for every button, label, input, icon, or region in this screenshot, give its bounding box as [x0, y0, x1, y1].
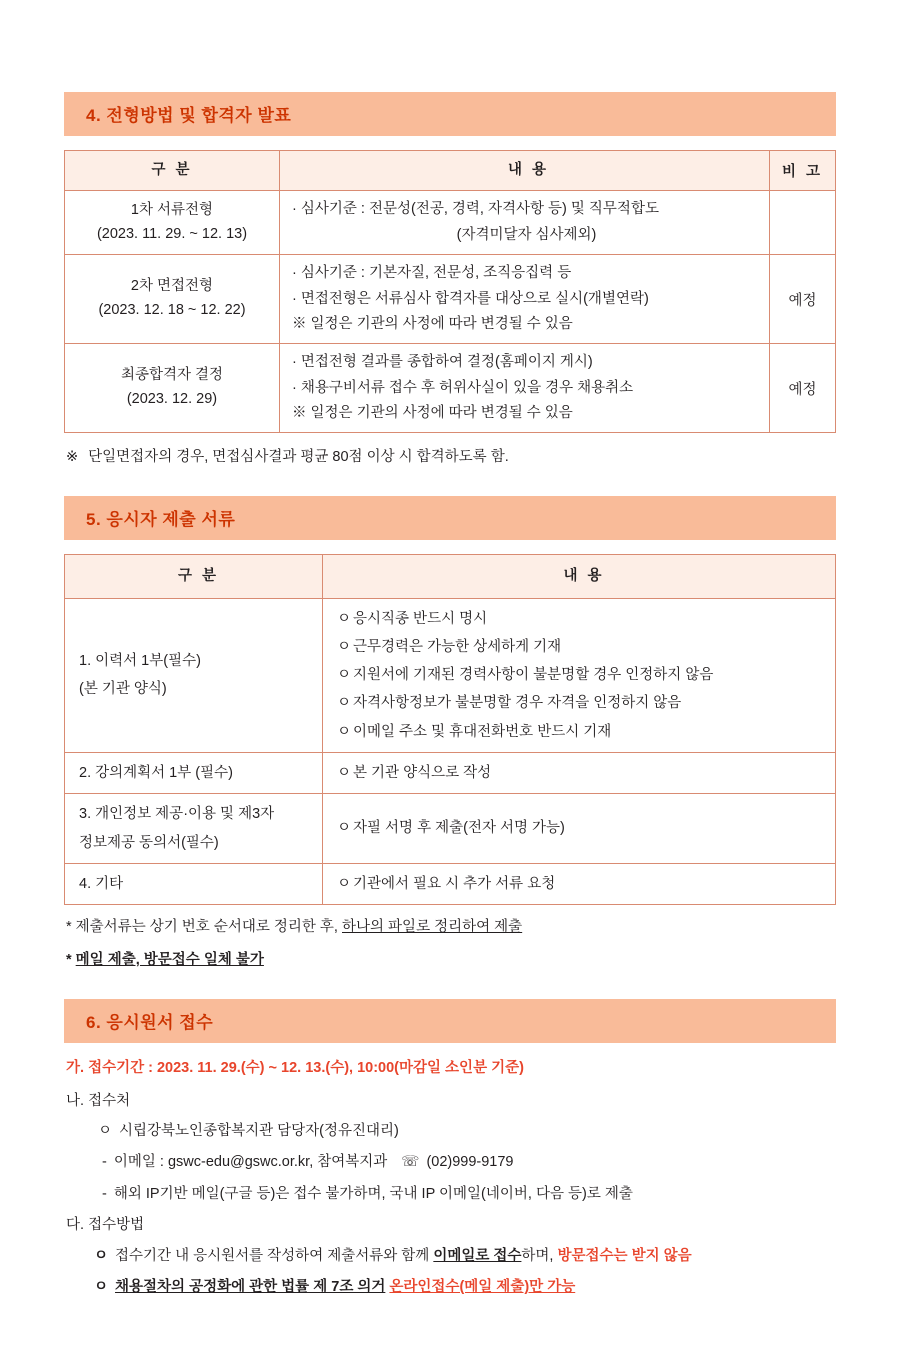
application-period-line: 가. 접수기간 : 2023. 11. 29.(수) ~ 12. 13.(수), 10:00(마감일 소인분 기준) [66, 1060, 524, 1077]
circle-bullet-icon: ㅇ [337, 638, 352, 655]
content-text: 기관에서 필요 시 추가 서류 요청 [353, 875, 556, 892]
reception-method-label: 다. 접수방법 [66, 1217, 145, 1234]
gubun-line: 최종합격자 결정 [120, 367, 224, 384]
gubun-line: 1차 서류전형 [130, 201, 214, 218]
item-text: 접수기간 내 응시원서를 작성하여 제출서류와 함께 [115, 1247, 434, 1264]
cell-content [323, 794, 836, 864]
table-row [65, 191, 836, 255]
content-text: 자격사항정보가 불분명할 경우 자격을 인정하지 않음 [353, 695, 682, 712]
content-line [337, 605, 827, 633]
gubun-line: (본 기관 양식) [79, 681, 167, 698]
dash-bullet-icon: - [102, 1154, 107, 1171]
section5-footnote-2 [66, 948, 836, 969]
gubun-line: 3. 개인정보 제공·이용 및 제3자 [79, 806, 275, 823]
content-line [337, 870, 827, 898]
column-header-note: 비 고 [770, 151, 836, 191]
cell-note: 예정 [770, 344, 836, 433]
reception-place-label: 나. 접수처 [66, 1092, 131, 1109]
item-emphasis: 이메일로 접수 [433, 1247, 522, 1264]
item-text: 시립강북노인종합복지관 담당자(정유진대리) [119, 1122, 399, 1139]
gubun-line: (2023. 12. 29) [126, 391, 218, 408]
table-header-row [65, 555, 836, 598]
gubun-line: 정보제공 동의서(필수) [79, 834, 219, 851]
content-line [337, 814, 827, 842]
item-warning: 방문접수는 받지 않음 [557, 1247, 692, 1264]
gubun-line: (2023. 12. 18 ~ 12. 22) [98, 302, 246, 319]
phone-icon: ☏ [401, 1154, 419, 1171]
reception-method-item-1 [94, 1245, 836, 1267]
cell-content [323, 752, 836, 793]
column-header-gubun: 구 분 [65, 151, 280, 191]
reception-place-item [98, 1120, 836, 1142]
section-header-5: 5. 응시자 제출 서류 [64, 496, 836, 540]
cell-content [280, 344, 770, 433]
content-line: · 채용구비서류 접수 후 허위사실이 있을 경우 채용취소 [292, 379, 634, 396]
gubun-line: 2. 강의계획서 1부 (필수) [79, 764, 233, 781]
cell-gubun [65, 598, 323, 752]
table-row [65, 255, 836, 344]
content-line [337, 633, 827, 661]
gubun-line: 1. 이력서 1부(필수) [79, 653, 201, 670]
column-header-content: 내 용 [280, 151, 770, 191]
table-row [65, 344, 836, 433]
item-emphasis: 채용절차의 공정화에 관한 법률 제 7조 의거 [115, 1279, 386, 1296]
cell-content [280, 191, 770, 255]
circle-bullet-icon: ㅇ [337, 667, 352, 684]
cell-gubun [65, 752, 323, 793]
content-line [337, 661, 827, 689]
cell-gubun [65, 255, 280, 344]
item-text: 이메일 : gswc-edu@gswc.or.kr, 참여복지과 [113, 1154, 388, 1171]
section4-footnote [66, 445, 836, 466]
footnote-underlined: 하나의 파일로 정리하여 제출 [342, 919, 523, 936]
circle-bullet-icon: ㅇ [337, 723, 352, 740]
content-line: ※ 일정은 기관의 사정에 따라 변경될 수 있음 [292, 315, 573, 332]
content-text: 이메일 주소 및 휴대전화번호 반드시 기재 [353, 723, 612, 740]
section6-body [64, 1057, 836, 1299]
footnote-text: 단일면접자의 경우, 면접심사결과 평균 80점 이상 시 합격하도록 함. [88, 449, 509, 466]
cell-gubun [65, 344, 280, 433]
content-line: · 면접전형 결과를 종합하여 결정(홈페이지 게시) [292, 354, 593, 371]
gubun-line: 2차 면접전형 [130, 278, 214, 295]
column-header-content: 내 용 [323, 555, 836, 598]
item-text: 해외 IP기반 메일(구글 등)은 접수 불가하며, 국내 IP 이메일(네이버, 다음 등)로 제출 [113, 1185, 633, 1202]
footnote-mark: ※ [66, 449, 79, 466]
cell-note [770, 191, 836, 255]
circle-bullet-icon: ㅇ [337, 610, 352, 627]
circle-bullet-icon: ㅇ [337, 875, 352, 892]
cell-note: 예정 [770, 255, 836, 344]
cell-gubun [65, 794, 323, 864]
table-row [65, 752, 836, 793]
circle-bullet-icon: ㅇ [337, 820, 352, 837]
circle-bullet-icon: ㅇ [337, 764, 352, 781]
reception-email-item [102, 1151, 836, 1173]
item-warning: 온라인접수(메일 제출)만 가능 [389, 1279, 576, 1296]
reception-method-item-2 [94, 1276, 836, 1298]
selection-method-table [64, 150, 836, 433]
content-line [337, 689, 827, 717]
content-line: ※ 일정은 기관의 사정에 따라 변경될 수 있음 [292, 405, 573, 421]
item-text: 하며, [521, 1247, 558, 1264]
content-text: 자필 서명 후 제출(전자 서명 가능) [353, 820, 565, 837]
content-text: 근무경력은 가능한 상세하게 기재 [353, 638, 562, 655]
cell-gubun [65, 863, 323, 904]
reception-ip-note-item [102, 1183, 836, 1205]
content-text: 응시직종 반드시 명시 [353, 610, 488, 627]
section5-footnote-1 [66, 915, 836, 936]
circle-bullet-icon: ㅇ [98, 1122, 113, 1139]
footnote-underlined: 메일 제출, 방문접수 일체 불가 [75, 952, 264, 969]
circle-bullet-icon: ㅇ [94, 1279, 109, 1296]
content-line [337, 718, 827, 746]
content-text: 본 기관 양식으로 작성 [353, 764, 492, 781]
gubun-line: (2023. 11. 29. ~ 12. 13) [96, 225, 248, 242]
cell-content [323, 863, 836, 904]
cell-content [323, 598, 836, 752]
section-header-4: 4. 전형방법 및 합격자 발표 [64, 92, 836, 136]
gubun-line: 4. 기타 [79, 875, 124, 892]
content-line [337, 759, 827, 787]
table-header-row [65, 151, 836, 191]
content-line: (자격미달자 심사제외) [456, 226, 597, 243]
section-header-6: 6. 응시원서 접수 [64, 999, 836, 1043]
cell-gubun [65, 191, 280, 255]
circle-bullet-icon: ㅇ [94, 1247, 109, 1264]
table-row [65, 863, 836, 904]
circle-bullet-icon: ㅇ [337, 695, 352, 712]
footnote-prefix: * 제출서류는 상기 번호 순서대로 정리한 후, [66, 919, 342, 936]
dash-bullet-icon: - [102, 1185, 107, 1202]
content-line: · 심사기준 : 전문성(전공, 경력, 자격사항 등) 및 직무적합도 [292, 201, 659, 218]
phone-number: (02)999-9179 [426, 1154, 514, 1171]
table-row [65, 598, 836, 752]
column-header-gubun: 구 분 [65, 555, 323, 598]
table-row [65, 794, 836, 864]
submission-documents-table [64, 554, 836, 905]
content-line: · 면접전형은 서류심사 합격자를 대상으로 실시(개별연락) [292, 290, 649, 307]
content-text: 지원서에 기재된 경력사항이 불분명할 경우 인정하지 않음 [353, 667, 714, 684]
footnote-prefix: * [66, 952, 76, 969]
content-line: · 심사기준 : 기본자질, 전문성, 조직응집력 등 [292, 265, 572, 282]
cell-content [280, 255, 770, 344]
